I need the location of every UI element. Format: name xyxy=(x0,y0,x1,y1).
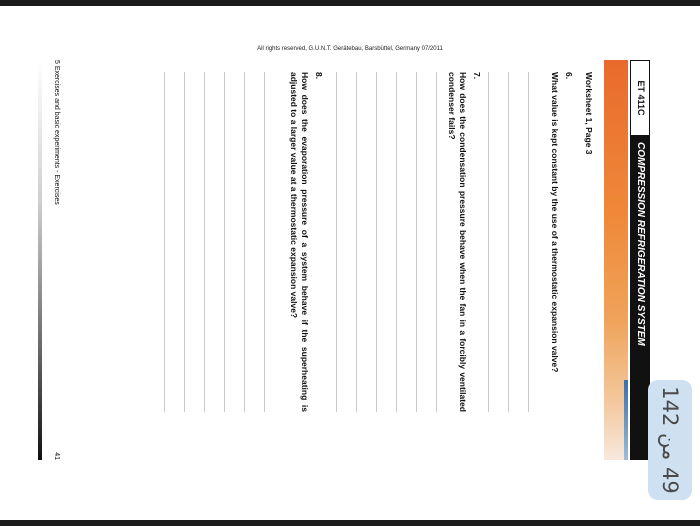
answer-lines-7 xyxy=(336,72,456,412)
answer-line xyxy=(396,72,416,412)
question-text: How does the condensation pressure behave when the fan in a forcibly ventilated condenser fails? xyxy=(447,72,468,412)
header-strip xyxy=(630,60,650,460)
blue-accent-strip xyxy=(624,380,628,460)
question-text: What value is kept constant by the use of a thermostatic expansion valve? xyxy=(550,72,560,373)
answer-line xyxy=(244,72,264,412)
question-number: 6. xyxy=(564,72,574,80)
answer-lines-6 xyxy=(488,72,548,412)
answer-line xyxy=(528,72,548,412)
question-8 xyxy=(288,72,324,412)
answer-line xyxy=(416,72,436,412)
answer-line xyxy=(376,72,396,412)
answer-line xyxy=(184,72,204,412)
answer-line xyxy=(436,72,456,412)
section-label: 5 Exercises and basic experiments - Exercises xyxy=(53,60,60,205)
answer-line xyxy=(264,72,284,412)
page-number: 41 xyxy=(53,452,60,460)
footer-gradient-bar xyxy=(38,60,42,460)
question-6 xyxy=(549,72,574,412)
page-footer xyxy=(50,60,60,460)
answer-line xyxy=(336,72,356,412)
worksheet-content xyxy=(74,60,594,460)
worksheet-title: Worksheet 1, Page 3 xyxy=(584,72,594,155)
worksheet-page xyxy=(30,60,650,460)
answer-line xyxy=(356,72,376,412)
question-text: How does the evaporation pressure of a system behave if the superheating is adjusted to a larger value at a thermostatic expansion valve? xyxy=(289,72,310,412)
copyright-notice: All rights reserved, G.U.N.T. Gerätebau, Barsbüttel, Germany 07/2011 xyxy=(257,46,443,52)
answer-line xyxy=(508,72,528,412)
answer-line xyxy=(224,72,244,412)
answer-line xyxy=(204,72,224,412)
question-number: 7. xyxy=(472,72,482,80)
page-counter-badge xyxy=(648,380,692,500)
document-title: COMPRESSION REFRIGERATION SYSTEM xyxy=(630,136,650,460)
answer-line xyxy=(164,72,184,412)
page-counter: 49 من 142 xyxy=(658,386,682,494)
answer-line xyxy=(488,72,508,412)
answer-lines-8 xyxy=(164,72,284,412)
top-bar xyxy=(0,0,700,6)
product-code: ET 411C xyxy=(630,60,650,136)
bottom-bar xyxy=(0,520,700,526)
question-number: 8. xyxy=(314,72,324,80)
